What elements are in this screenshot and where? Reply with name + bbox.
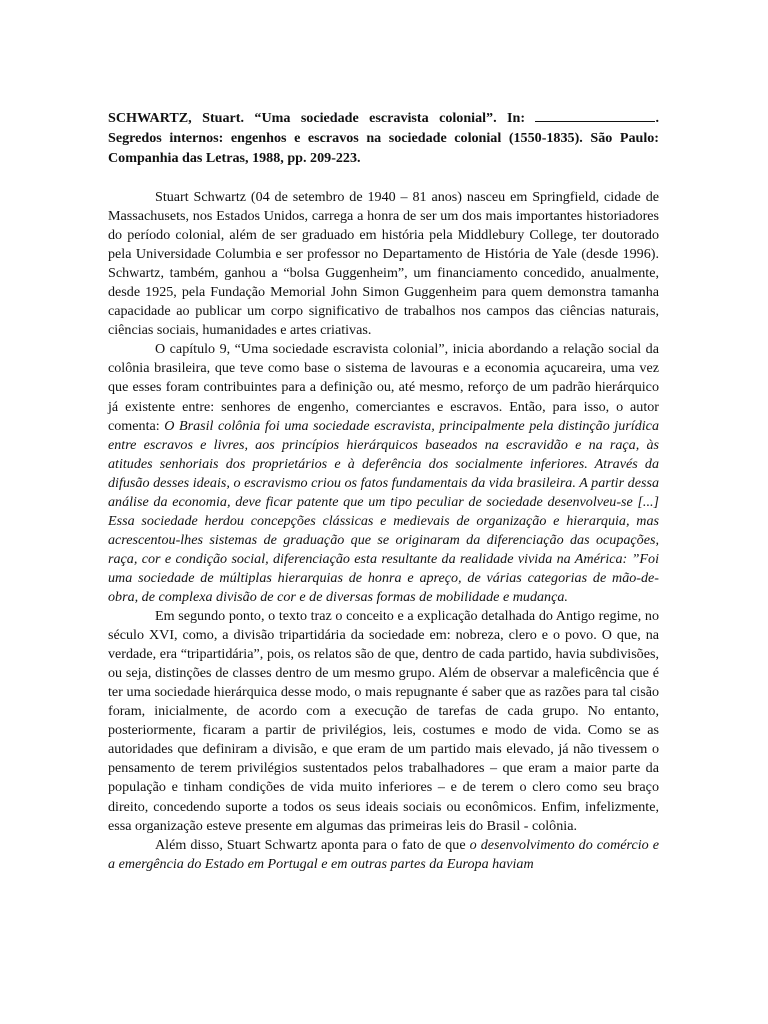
- bibliographic-citation: [108, 108, 659, 168]
- paragraph-antigo-regime: Em segundo ponto, o texto traz o conceito e a explicação detalhada do Antigo regime, no século XVI, como, a divisão tripartidária da sociedade em: nobreza, clero e o povo. O que, na verdade, era “tripartidária”, pois, os relatos são de que, dentro de cada partido, havia subdivisões, ou seja, distinções de classes dentro de um mesmo grupo. Além de observar a maleficência que é ter uma sociedade hierárquica desse modo, o mais repugnante é saber que as razões para tal cisão foram, inicialmente, de acordo com a execução de tarefas de cada grupo. No entanto, posteriormente, ficaram a partir de privilégios, leis, costumes e modo de vida. Como se as autoridades que definiram a divisão, e que eram de um partido mais elevado, já não tivessem o pensamento de terem privilégios sustentados pelos trabalhadores – que eram a maior parte da população e tinham condições de vida muito inferiores – e de terem o clero como seu braço direito, concedendo suporte a todos os seus ideais sociais ou econômicos. Enfim, infelizmente, essa organização esteve presente em algumas das primeiras leis do Brasil - colônia.: [108, 608, 659, 834]
- citation-period: .: [655, 110, 659, 126]
- document-body: [108, 188, 659, 874]
- paragraph-commerce: [108, 836, 659, 874]
- paragraph-author-bio: Stuart Schwartz (04 de setembro de 1940 – 81 anos) nasceu em Springfield, cidade de Massachusets, nos Estados Unidos, carrega a honra de ser um dos mais importantes historiadores do período colonial, além de ser graduado em história pela Middlebury College, ter doutorado pela Universidade Columbia e ser professor no Departamento de História de Yale (desde 1996). Schwartz, também, ganhou a “bolsa Guggenheim”, um financiamento concedido, anualmente, desde 1925, pela Fundação Memorial John Simon Guggenheim para quem demonstra tamanha capacidade ao publicar um corpo significativo de trabalhos nos campos das ciências naturais, ciências sociais, humanidades e artes criativas.: [108, 189, 659, 339]
- paragraph-chapter-intro-quote: O Brasil colônia foi uma sociedade escravista, principalmente pela distinção jurídica entre escravos e livres, aos princípios hierárquicos baseados na escravidão e na raça, às atitudes senhoriais dos proprietários e à deferência dos socialmente inferiores. Através da difusão desses ideais, o escravismo criou os fatos fundamentais da vida brasileira. A partir dessa análise da economia, deve ficar patente que um tipo peculiar de sociedade desenvolveu-se [...] Essa sociedade herdou concepções clássicas e medievais de organização e hierarquia, mas acrescentou-lhes sistemas de graduação que se originaram da diferenciação das ocupações, raça, cor e condição social, diferenciação esta resultante da realidade vivida na América: ”Foi uma sociedade de múltiplas hierarquias de honra e apreço, de várias categorias de mão-de-obra, de complexa divisão de cor e de diversas formas de mobilidade e mudança.: [108, 417, 659, 605]
- citation-author-title: SCHWARTZ, Stuart. “Uma sociedade escravista colonial”. In:: [108, 110, 536, 126]
- paragraph-chapter-intro-text: O capítulo 9, “Uma sociedade escravista colonial”, inicia abordando a relação social da colônia brasileira, que teve como base o sistema de lavouras e a economia açucareira, uma vez que esses foram contribuintes para a definição ou, até mesmo, reforço de um padrão hierárquico já existente entre: senhores de engenho, comerciantes e escravos. Então, para isso, o autor comenta:: [108, 341, 659, 434]
- citation-blank-line: [535, 108, 655, 122]
- paragraph-commerce-quote: o desenvolvimento do comércio e a emergência do Estado em Portugal e em outras partes da Europa haviam: [108, 836, 659, 872]
- paragraph-commerce-text: Além disso, Stuart Schwartz aponta para o fato de que: [155, 836, 470, 853]
- document-page: [108, 108, 659, 874]
- citation-source: Segredos internos: engenhos e escravos na sociedade colonial (1550-1835). São Paulo: Companhia das Letras, 1988, pp. 209-223.: [108, 130, 659, 166]
- paragraph-chapter-intro: [108, 340, 659, 607]
